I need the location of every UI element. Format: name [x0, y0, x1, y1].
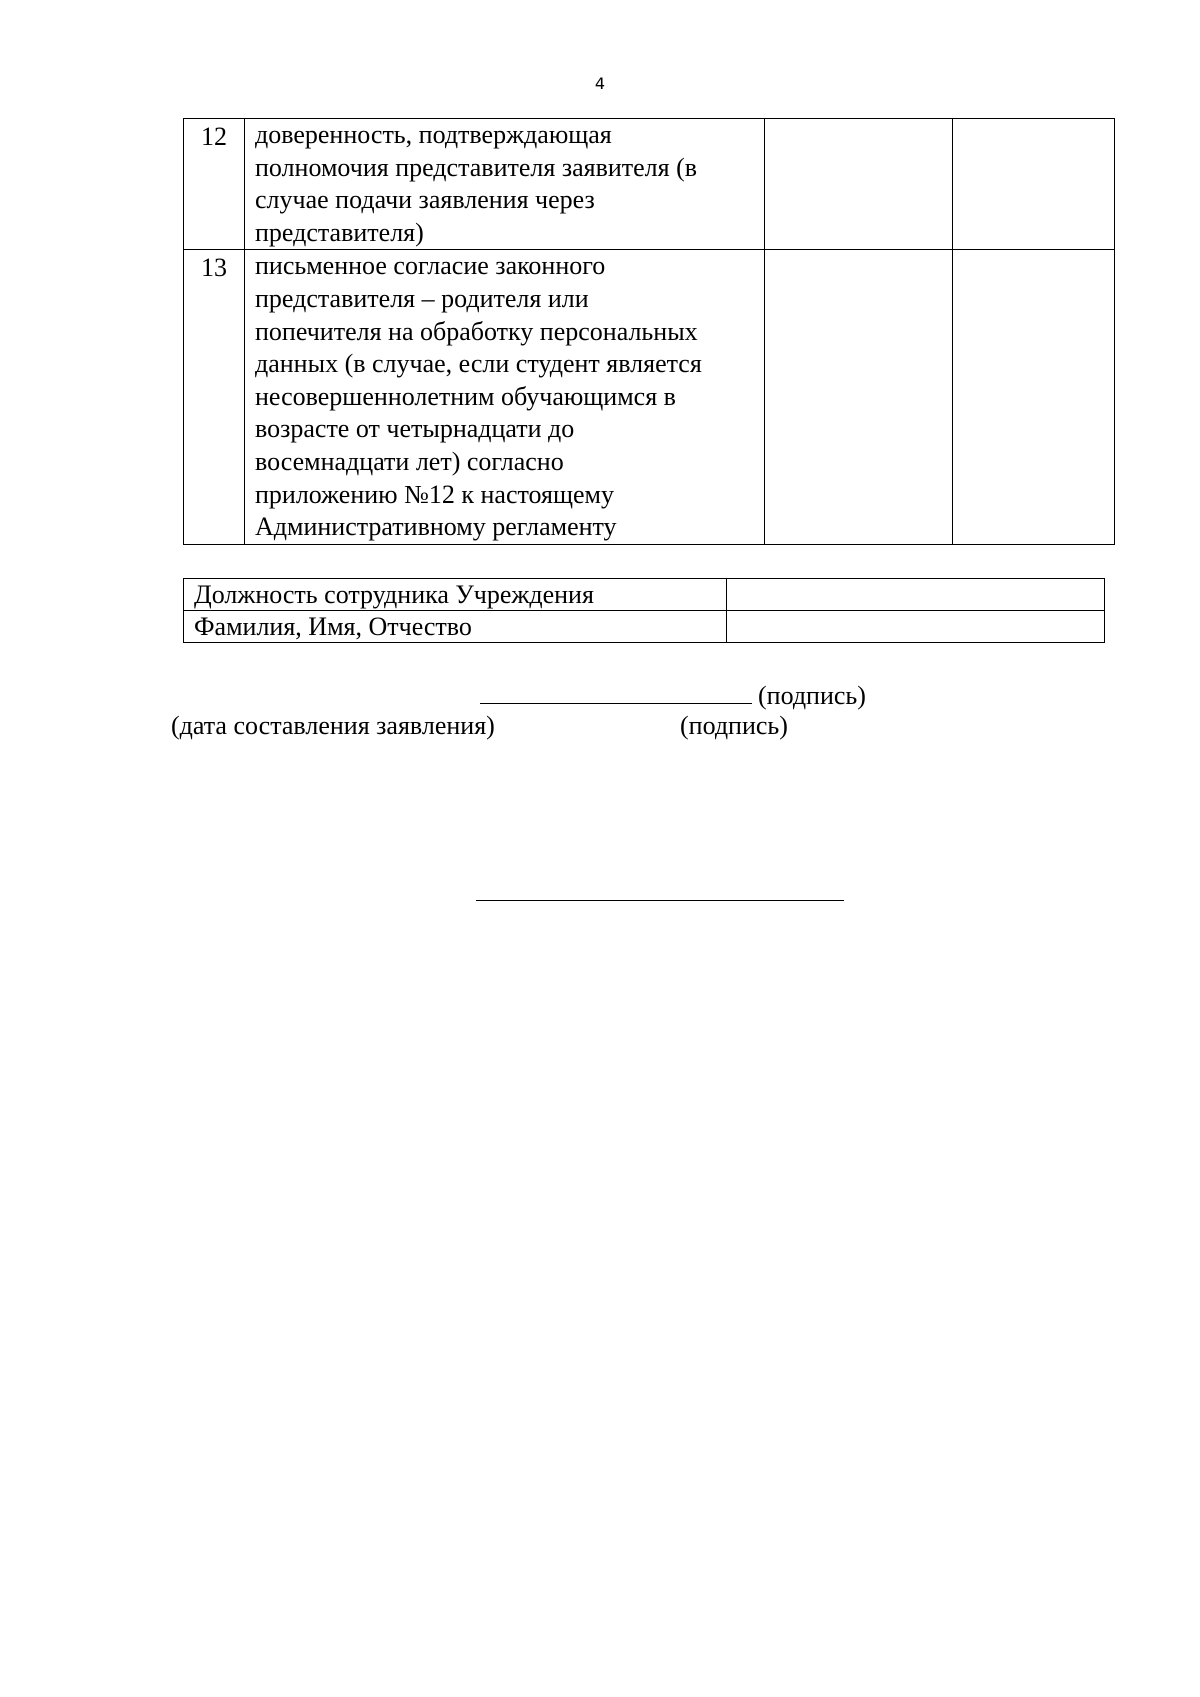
table-row	[184, 119, 1115, 250]
description-line: представителя)	[255, 217, 424, 247]
table-row	[184, 579, 1105, 611]
signature-line-label: (подпись)	[758, 681, 866, 710]
position-field[interactable]	[727, 579, 1105, 611]
date-caption: (дата составления заявления)	[171, 711, 495, 740]
document-description	[245, 119, 765, 250]
description-line: попечителя на обработку персональных	[255, 316, 698, 346]
description-line: приложению №12 к настоящему	[255, 479, 614, 509]
name-label: Фамилия, Имя, Отчество	[184, 611, 727, 643]
row-number: 12	[184, 119, 245, 250]
staff-table	[183, 578, 1105, 643]
description-line: несовершеннолетним обучающимся в	[255, 381, 676, 411]
description-line: данных (в случае, если студент является	[255, 349, 702, 379]
documents-table	[183, 118, 1115, 545]
empty-cell	[765, 119, 953, 250]
position-label: Должность сотрудника Учреждения	[184, 579, 727, 611]
empty-cell	[953, 250, 1115, 544]
description-line: Административному регламенту	[255, 512, 617, 542]
empty-cell	[953, 119, 1115, 250]
description-line: письменное согласие законного	[255, 251, 606, 281]
signature-caption: (подпись)	[680, 711, 788, 740]
table-row	[184, 250, 1115, 544]
signature-blank[interactable]	[480, 677, 752, 704]
document-description	[245, 250, 765, 544]
description-line: полномочия представителя заявителя (в	[255, 152, 698, 182]
description-line: представителя – родителя или	[255, 283, 589, 313]
name-field[interactable]	[727, 611, 1105, 643]
bottom-rule	[476, 900, 844, 901]
empty-cell	[765, 250, 953, 544]
description-line: доверенность, подтверждающая	[255, 120, 612, 149]
page-number: 4	[594, 74, 606, 93]
signature-line	[480, 677, 866, 711]
description-line: возрасте от четырнадцати до	[255, 414, 575, 444]
description-line: восемнадцати лет) согласно	[255, 446, 564, 476]
description-line: случае подачи заявления через	[255, 185, 595, 215]
row-number: 13	[184, 250, 245, 544]
table-row	[184, 611, 1105, 643]
